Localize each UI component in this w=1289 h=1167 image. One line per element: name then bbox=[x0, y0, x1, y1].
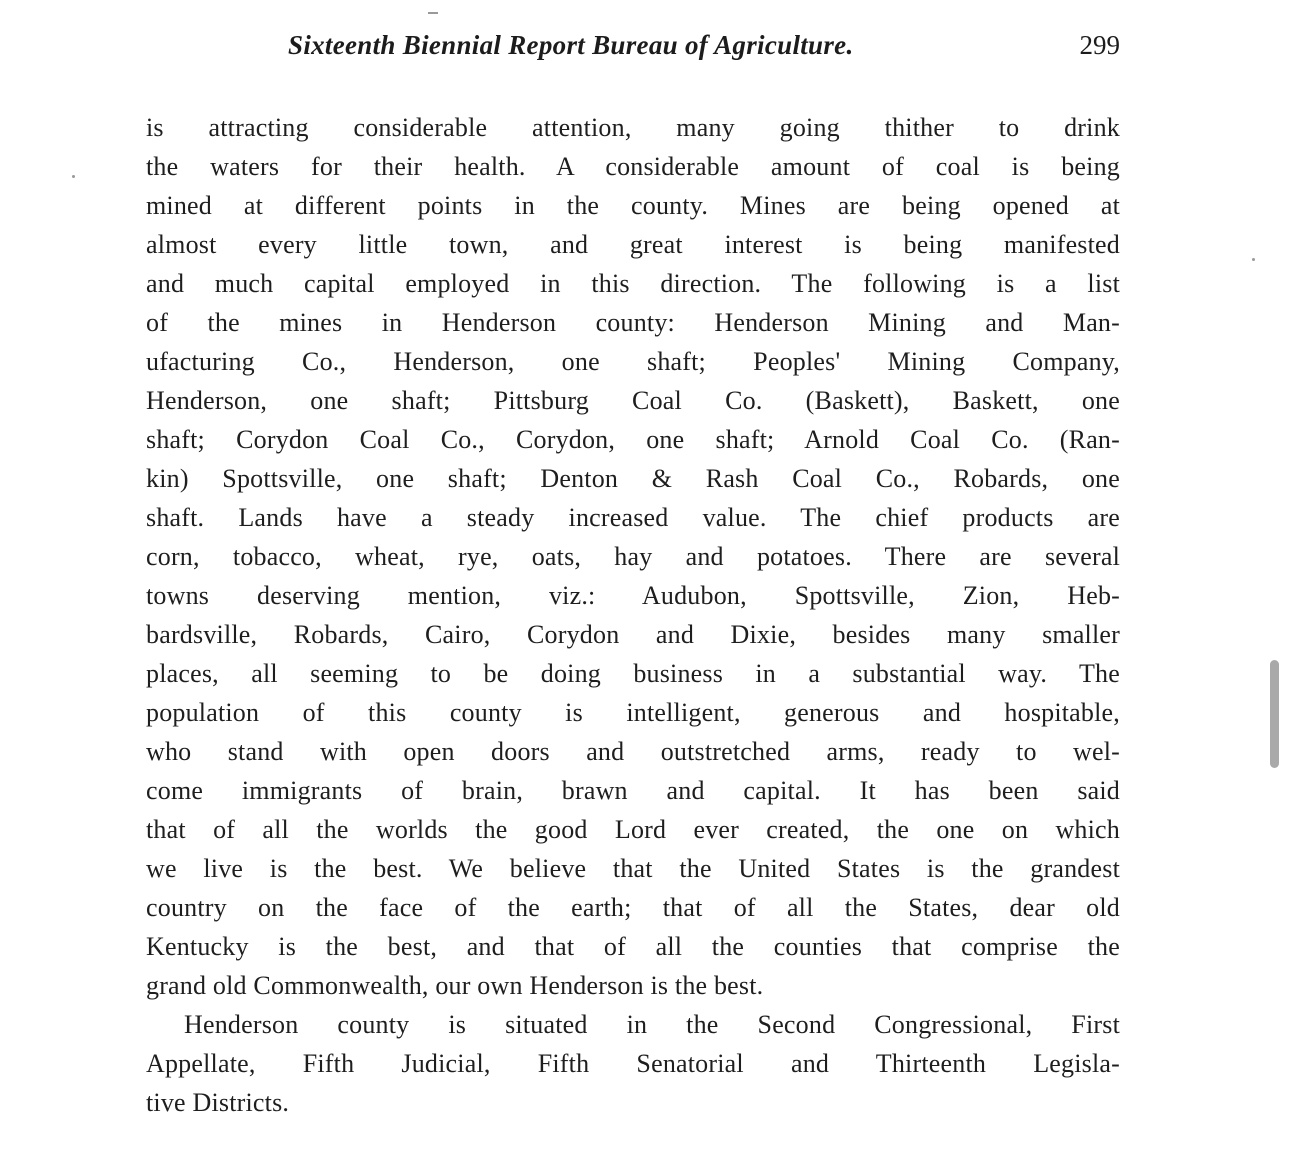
text-line: shaft; Corydon Coal Co., Corydon, one shaft; Arnold Coal Co. (Ran- bbox=[146, 425, 1120, 454]
text-line: shaft. Lands have a steady increased value. The chief products are bbox=[146, 503, 1120, 532]
body-text bbox=[146, 108, 1120, 1122]
text-line: and much capital employed in this direction. The following is a list bbox=[146, 269, 1120, 298]
text-line: tive Districts. bbox=[146, 1088, 290, 1117]
vertical-scrollbar[interactable] bbox=[1270, 660, 1279, 768]
text-line: ufacturing Co., Henderson, one shaft; Peoples' Mining Company, bbox=[146, 347, 1120, 376]
text-line: Appellate, Fifth Judicial, Fifth Senatorial and Thirteenth Legisla- bbox=[146, 1049, 1120, 1078]
text-line: Henderson, one shaft; Pittsburg Coal Co. (Baskett), Baskett, one bbox=[146, 386, 1120, 415]
text-line: Henderson county is situated in the Second Congressional, First bbox=[184, 1010, 1120, 1039]
text-line: places, all seeming to be doing business in a substantial way. The bbox=[146, 659, 1120, 688]
text-line: we live is the best. We believe that the United States is the grandest bbox=[146, 854, 1120, 883]
paragraph bbox=[146, 1005, 1120, 1122]
text-line: come immigrants of brain, brawn and capital. It has been said bbox=[146, 776, 1120, 805]
text-line: is attracting considerable attention, many going thither to drink bbox=[146, 113, 1120, 142]
text-line: Kentucky is the best, and that of all the counties that comprise the bbox=[146, 932, 1120, 961]
text-line: country on the face of the earth; that of all the States, dear old bbox=[146, 893, 1120, 922]
text-line: mined at different points in the county. Mines are being opened at bbox=[146, 191, 1120, 220]
paragraph bbox=[146, 108, 1120, 1005]
text-line: of the mines in Henderson county: Henderson Mining and Man- bbox=[146, 308, 1120, 337]
running-head bbox=[288, 30, 1120, 66]
text-line: towns deserving mention, viz.: Audubon, Spottsville, Zion, Heb- bbox=[146, 581, 1120, 610]
scan-speck bbox=[428, 12, 438, 14]
text-line: bardsville, Robards, Cairo, Corydon and Dixie, besides many smaller bbox=[146, 620, 1120, 649]
text-line: that of all the worlds the good Lord ever created, the one on which bbox=[146, 815, 1120, 844]
text-line: corn, tobacco, wheat, rye, oats, hay and potatoes. There are several bbox=[146, 542, 1120, 571]
scan-speck bbox=[1252, 258, 1255, 261]
text-line: kin) Spottsville, one shaft; Denton & Rash Coal Co., Robards, one bbox=[146, 464, 1120, 493]
running-title: Sixteenth Biennial Report Bureau of Agriculture. bbox=[288, 30, 854, 60]
text-line: who stand with open doors and outstretched arms, ready to wel- bbox=[146, 737, 1120, 766]
text-line: population of this county is intelligent, generous and hospitable, bbox=[146, 698, 1120, 727]
page-number: 299 bbox=[1079, 30, 1120, 60]
text-line: grand old Commonwealth, our own Henderson is the best. bbox=[146, 971, 764, 1000]
scan-speck bbox=[72, 175, 75, 178]
text-line: almost every little town, and great interest is being manifested bbox=[146, 230, 1120, 259]
text-line: the waters for their health. A considerable amount of coal is being bbox=[146, 152, 1120, 181]
